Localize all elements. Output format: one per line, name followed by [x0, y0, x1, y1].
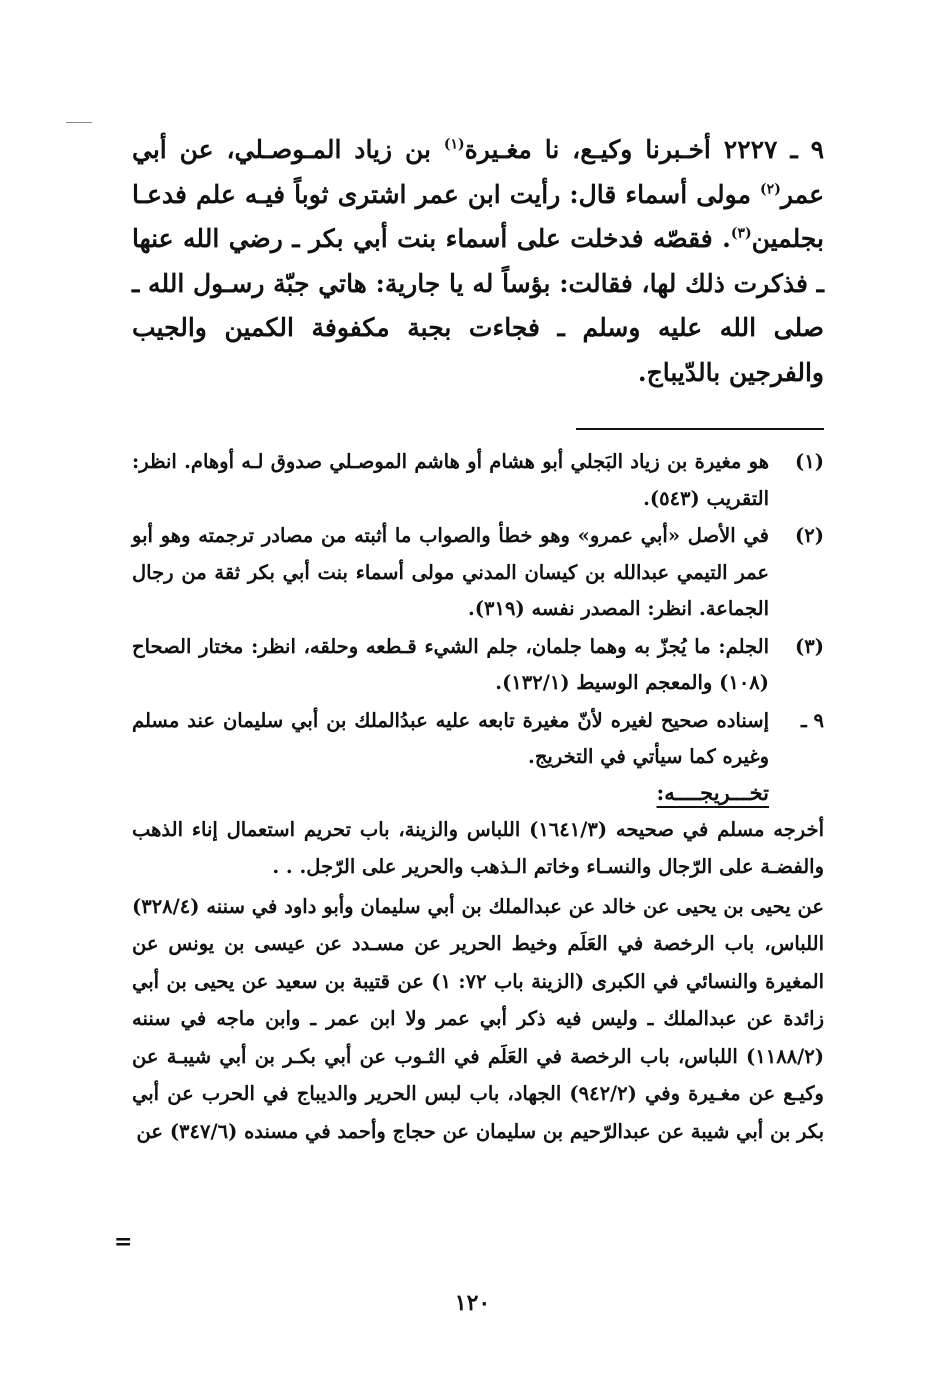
takhrij-body — [132, 811, 824, 1151]
hadith-paragraph — [132, 128, 824, 395]
footnote-ref-1: (١) — [443, 136, 465, 153]
hadith-line-1: ٩ ـ ٢٢٢٧ أخـبرنا وكيـع، نا مغـيرة — [464, 135, 824, 164]
footnote-number: ٩ ـ — [801, 708, 824, 732]
footnote-number: (٣) — [795, 634, 824, 658]
hadith-line-2: مولى أسماء قال: رأيت ابن عمر اشترى ثوباً فيـه علم فدعـا بجلمين — [132, 179, 824, 253]
footnote-ref-3: (٣) — [730, 225, 752, 242]
footnote-body — [132, 629, 769, 702]
footnote-ref-2: (٢) — [760, 181, 781, 198]
footnote-1 — [132, 444, 824, 517]
hadith-line-1b: بن زياد المـوصـلي، عن أبي عمر — [132, 135, 824, 209]
footnote-2 — [132, 518, 824, 628]
takhrij-heading: تخـــريجــــه: — [656, 779, 769, 805]
footnote-text: هو مغيرة بن زياد البَجلي أبو هشام أو هاشم الموصـلي صدوق لـه أوهام. انظر: التقريب (٥٤٣). — [132, 450, 769, 510]
footnotes-section — [132, 444, 824, 1152]
footnote-text: في الأصل «أبي عمرو» وهو خطأ والصواب ما أثبته من مصادر ترجمته وهو أبو عمر التيمي عبدالله بن كيسان المدني مولى أسماء بنت أبي بكر ثقة من رجال الجماعة. انظر: المصدر نفسه (٣١٩). — [132, 524, 769, 620]
continuation-mark: = — [114, 1229, 133, 1255]
footnote-number: (١) — [795, 450, 824, 473]
takhrij-paragraph-1: أخرجه مسلم في صحيحه (١٦٤١/٣) اللباس والزينة، باب تحريم استعمال إناء الذهب والفضـة على الرّجال والنسـاء وخاتم الـذهب والحرير على الرّجل. . . — [132, 817, 824, 878]
footnote-body — [132, 703, 769, 810]
footnote-number: (٢) — [795, 524, 824, 547]
footnote-text: إسناده صحيح لغيره لأنّ مغيرة تابعه عليه عبدُالملك بن أبي سليمان عند مسلم وغيره كما سيأتي في التخريج. — [132, 708, 769, 768]
footnote-3 — [132, 629, 824, 702]
footnote-grading — [132, 703, 824, 810]
margin-mark — [66, 122, 92, 123]
footnote-text: الجلم: ما يُجزّ به وهما جلمان، جلم الشيء قـطعه وحلقه، انظر: مختار الصحاح (١٠٨) والمعجم الوسيط (١٣٢/١). — [132, 634, 769, 694]
page-number: ١٢٠ — [454, 1290, 491, 1316]
footnote-body — [132, 518, 769, 628]
takhrij-paragraph-2: عن يحيى بن يحيى عن خالد عن عبدالملك بن أبي سليمان وأبو داود في سننه (٣٢٨/٤) اللباس، باب الرخصة في العَلَم وخيط الحرير عن مسـدد عن عيسى بن يونس عن المغيرة والنسائي في الكبرى (الزينة باب ٧٢: ١) عن قتيبة بن سعيد عن يحيى بن أبي زائدة عن عبدالملك ـ وليس فيه ذكر أبي عمر ولا ابن عمر ـ وابن ماجه في سننه (١١٨٨/٢) اللباس، باب الرخصة في العَلَم في الثـوب عن أبي بكـر بن أبي شيبـة عن وكيـع عن مغـيرة وفي (٩٤٢/٢) الجهاد، باب لبس الحرير والديباج في الحرب عن أبي بكر بن أبي شيبة عن عبدالرّحيم بن سليمان عن حجاج وأحمد في مسنده (٣٤٧/٦) عن — [132, 894, 824, 1143]
footnote-body — [132, 444, 769, 517]
hadith-text — [132, 128, 824, 395]
footnote-separator — [576, 428, 824, 430]
hadith-line-3: . فقصّه فدخلت على أسماء بنت أبي بكر ـ رضي الله عنها ـ فذكرت ذلك لها، فقالت: بؤساً له يا جارية: هاتي جبّة رسـول الله ـ صلى الله عليه وسلم ـ فجاءت بجبة مكفوفة الكمين والجيب والفرجين بالدّيباج. — [132, 224, 824, 387]
